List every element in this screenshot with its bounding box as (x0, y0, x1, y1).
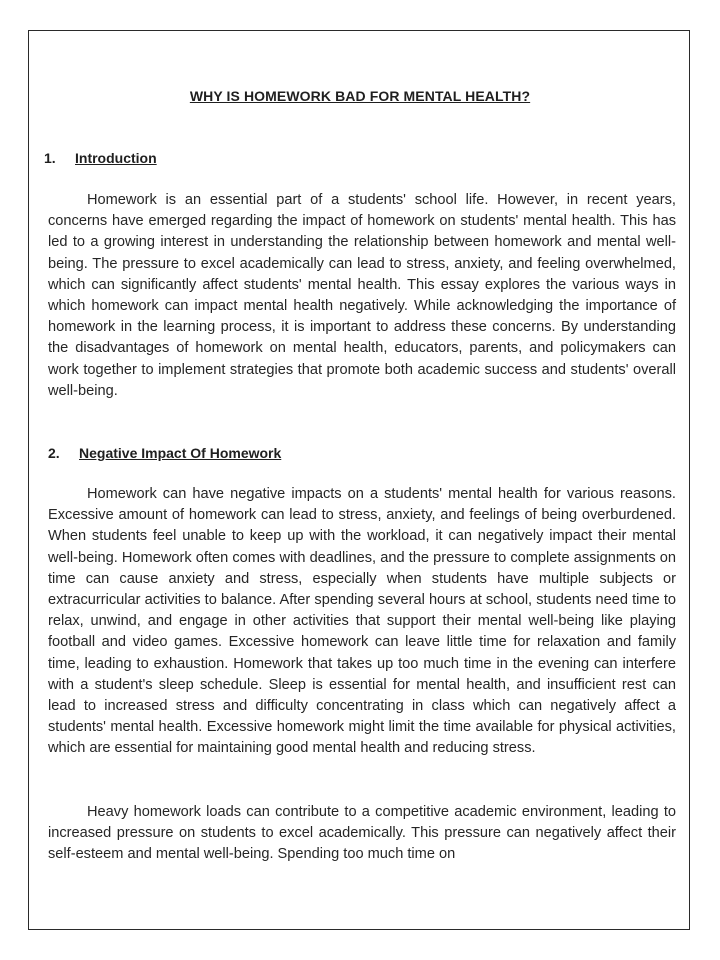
paragraph-text: Homework is an essential part of a students' school life. However, in recent years, concerns have emerged regarding the impact of homework on students' mental health. This has led to a growing interest in understanding the relationship between homework and mental well-being. The pressure to excel academically can lead to stress, anxiety, and feeling overwhelmed, which can significantly affect students' mental health. This essay explores the various ways in which homework can impact mental health negatively. While acknowledging the importance of homework in the learning process, it is important to address these concerns. By understanding the disadvantages of homework on mental health, educators, parents, and policymakers can work together to implement strategies that promote both academic success and students' overall well-being. (48, 192, 676, 399)
section-title: Negative Impact Of Homework (79, 445, 282, 461)
section-title: Introduction (75, 150, 157, 166)
section-number: 1. (44, 150, 56, 166)
negative-impact-paragraph (48, 484, 676, 760)
competitive-pressure-paragraph (48, 802, 676, 866)
introduction-paragraph (48, 190, 676, 402)
paragraph-text: Heavy homework loads can contribute to a competitive academic environment, leading to increased pressure on students to excel academically. This pressure can negatively affect their self-esteem and mental well-being. Spending too much time on (48, 804, 676, 863)
document-title: WHY IS HOMEWORK BAD FOR MENTAL HEALTH? (189, 88, 531, 104)
section-number: 2. (48, 445, 60, 461)
paragraph-text: Homework can have negative impacts on a students' mental health for various reasons. Excessive amount of homework can lead to stress, anxiety, and feelings of being overburdened. When students feel unable to keep up with the workload, it can negatively impact their mental well-being. Homework often comes with deadlines, and the pressure to complete assignments on time can cause anxiety and stress, especially when students have multiple subjects or extracurricular activities to balance. After spending several hours at school, students need time to relax, unwind, and engage in other activities that support their mental well-being like playing football and video games. Excessive homework can leave little time for relaxation and family time, leading to exhaustion. Homework that takes up too much time in the evening can interfere with a student's sleep schedule. Sleep is essential for mental health, and insufficient rest can lead to increased stress and difficulty concentrating in class which can negatively affect a students' mental health. Excessive homework might limit the time available for physical activities, which are essential for maintaining good mental health and reducing stress. (48, 486, 676, 757)
section-heading-introduction (44, 149, 157, 167)
section-heading-negative-impact (48, 444, 281, 462)
